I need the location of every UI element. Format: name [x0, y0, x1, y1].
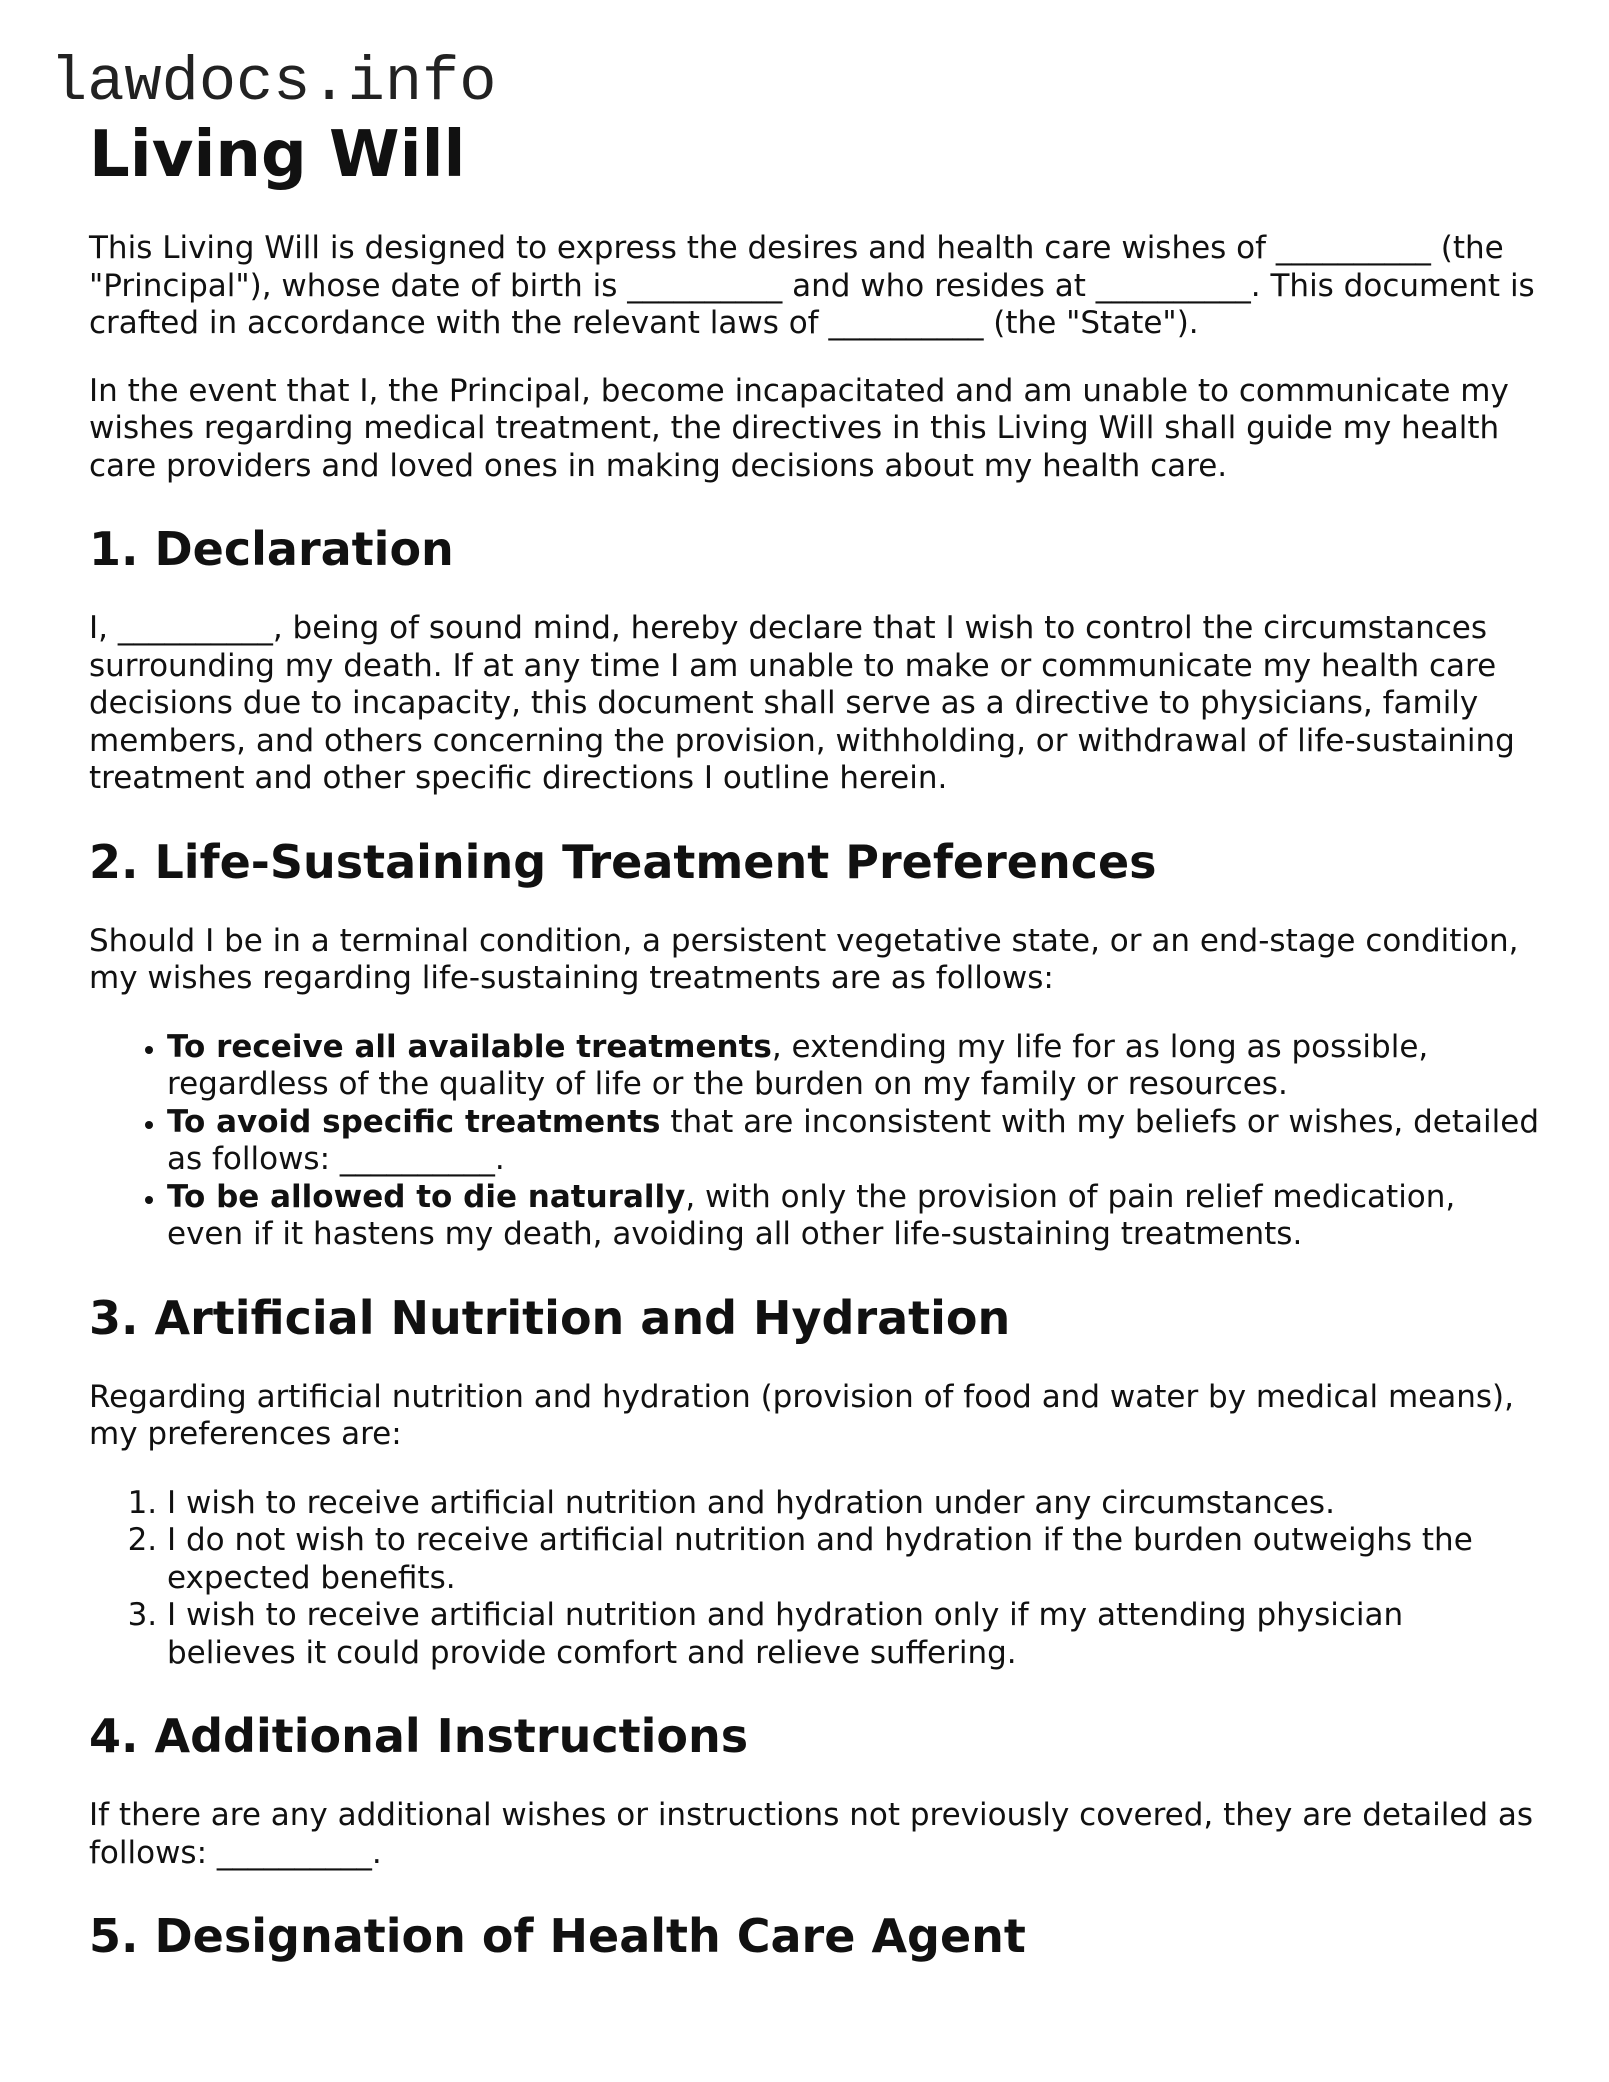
- list-item: 3. I wish to receive artificial nutrition and hydration only if my attending physician believes it could provide comfort and relieve suffering.: [167, 1597, 1539, 1672]
- life-sustaining-options: [89, 1029, 1539, 1254]
- list-item: [167, 1029, 1539, 1104]
- section-declaration: [89, 523, 1539, 798]
- declaration-text: I, __________, being of sound mind, hereby declare that I wish to control the circumstances surrounding my death. If at any time I am unable to make or communicate my health care decisions due to incapacity, this document shall serve as a directive to physicians, family members, and others concerning the provision, withholding, or withdrawal of life-sustaining treatment and other specific directions I outline herein.: [89, 610, 1515, 796]
- section-additional: [89, 1710, 1539, 1872]
- option-title: To be allowed to die naturally: [167, 1178, 686, 1215]
- section-heading-agent: 5. Designation of Health Care Agent: [89, 1909, 1026, 1963]
- additional-text: If there are any additional wishes or instructions not previously covered, they are detailed as follows: __________.: [89, 1797, 1534, 1871]
- section-life-sustaining: [89, 836, 1539, 1254]
- option-text: , with only the provision of pain relief medication, even if it hastens my death, avoiding all other life-sustaining treatments.: [167, 1178, 1456, 1252]
- section-heading-declaration: 1. Declaration: [89, 522, 454, 576]
- section-nutrition: [89, 1292, 1539, 1673]
- option-title: To avoid specific treatments: [167, 1103, 661, 1140]
- option-title: To receive all available treatments: [167, 1028, 772, 1065]
- life-sustaining-text: Should I be in a terminal condition, a persistent vegetative state, or an end-stage condition, my wishes regarding life-sustaining treatments are as follows:: [89, 922, 1519, 996]
- intro-paragraph-incapacity: In the event that I, the Principal, become incapacitated and am unable to communicate my wishes regarding medical treatment, the directives in this Living Will shall guide my health care providers and loved ones in making decisions about my health care.: [89, 372, 1509, 484]
- document-page: [89, 120, 1539, 1962]
- site-watermark: lawdocs.info: [50, 47, 497, 118]
- list-item: 2. I do not wish to receive artificial nutrition and hydration if the burden outweighs the expected benefits.: [167, 1522, 1539, 1597]
- list-item: [167, 1179, 1539, 1254]
- nutrition-text: Regarding artificial nutrition and hydration (provision of food and water by medical means), my preferences are:: [89, 1378, 1515, 1452]
- document-title: Living Will: [89, 118, 466, 192]
- section-heading-nutrition: 3. Artificial Nutrition and Hydration: [89, 1290, 1011, 1345]
- intro-paragraph-principal: This Living Will is designed to express the desires and health care wishes of __________ (the "Principal"), whose date of birth is __________ and who resides at __________. This document is crafted in accordance with the relevant laws of __________ (the "State").: [89, 230, 1535, 341]
- section-heading-life-sustaining: 2. Life-Sustaining Treatment Preferences: [89, 834, 1157, 889]
- section-heading-additional: 4. Additional Instructions: [89, 1709, 749, 1763]
- option-text: that are inconsistent with my beliefs or wishes, detailed as follows: __________.: [167, 1103, 1540, 1177]
- option-text: , extending my life for as long as possible, regardless of the quality of life or the burden on my family or resources.: [167, 1028, 1429, 1102]
- list-item: [167, 1104, 1539, 1179]
- nutrition-options: [89, 1485, 1539, 1673]
- list-item: 1. I wish to receive artificial nutrition and hydration under any circumstances.: [167, 1485, 1539, 1523]
- section-agent: [89, 1910, 1539, 1962]
